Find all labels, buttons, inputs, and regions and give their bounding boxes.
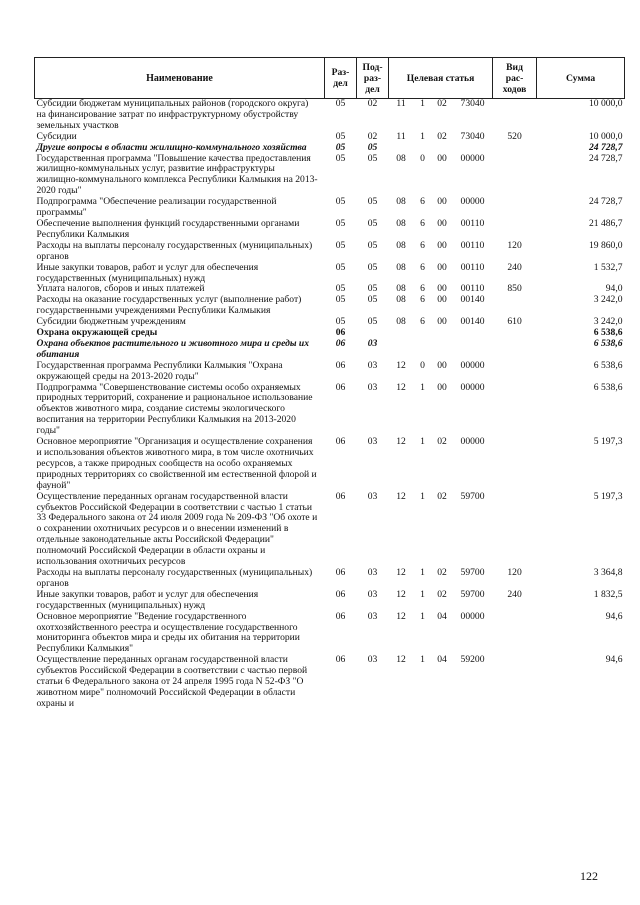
cell-name: Иные закупки товаров, работ и услуг для обеспечения государственных (муниципальных) нужд: [36, 261, 259, 284]
header-razdel-line: дел: [333, 78, 348, 89]
cell-target-direction: 73040: [460, 130, 485, 142]
cell-podrazdel: 03: [367, 337, 378, 349]
cell-target-subprogram: 6: [420, 196, 425, 208]
cell-target-direction: [453, 143, 493, 154]
table-body: [35, 99, 625, 710]
cell-target-direction: 00140: [460, 294, 485, 306]
cell-name: Осуществление переданных органам государственной власти субъектов Российской Федерации в соответствии с частью 1 статьи 33 Федерального закона от 24 июля 2009 года № 209-ФЗ "Об охоте и о сохранении охотничьих ресурсов и о внесении изменений в отдельные законодательные акты Российской Федерации" полномочий Российской Федерации в области охраны и использования охотничьих ресурсов: [36, 490, 318, 568]
header-podrazdel: [357, 58, 389, 99]
cell-sum: 6 538,6: [593, 359, 623, 371]
cell-razdel: 05: [335, 316, 346, 328]
cell-vid: [493, 437, 537, 492]
cell-target-subprogram: 1: [420, 130, 425, 142]
cell-target-direction: 00000: [460, 359, 485, 371]
cell-target-subprogram: 6: [420, 261, 425, 273]
cell-target-measure: 04: [437, 654, 447, 666]
cell-name: Расходы на выплаты персоналу государственных (муниципальных) органов: [36, 566, 313, 589]
cell-podrazdel: 05: [367, 261, 378, 273]
header-podrazdel-line: раз-: [363, 72, 382, 84]
cell-vid: [493, 361, 537, 383]
cell-target-direction: 00110: [460, 217, 485, 229]
cell-razdel: 06: [335, 436, 346, 448]
cell-name: Осуществление переданных органам государственной власти субъектов Российской Федерации в соответствии с частью первой статьи 6 Федерального закона от 24 апреля 1995 года N 52-ФЗ "О животном мире" полномочий Российской Федерации в области охраны и: [36, 654, 308, 709]
cell-podrazdel: 05: [367, 239, 378, 251]
table-row: [35, 383, 625, 438]
cell-sum: 3 242,0: [593, 294, 623, 306]
cell-target-program: 12: [396, 566, 406, 578]
cell-vid: 610: [507, 316, 522, 328]
cell-vid: [493, 339, 537, 361]
cell-target-program: 08: [396, 196, 406, 208]
cell-vid: [493, 99, 537, 132]
cell-vid: [493, 197, 537, 219]
cell-name: Иные закупки товаров, работ и услуг для обеспечения государственных (муниципальных) нужд: [36, 588, 259, 611]
cell-target-subprogram: [414, 328, 432, 339]
cell-target-measure: 00: [437, 316, 447, 328]
cell-vid: [493, 655, 537, 710]
cell-podrazdel: 03: [367, 359, 378, 371]
cell-sum: 5 197,3: [593, 436, 623, 448]
cell-name: Другие вопросы в области жилищно-коммунального хозяйства: [36, 141, 307, 153]
cell-target-program: 12: [396, 359, 406, 371]
cell-target-program: 12: [396, 610, 406, 622]
cell-razdel: 05: [335, 261, 346, 273]
cell-razdel: 06: [335, 610, 346, 622]
table-row: [35, 590, 625, 612]
header-podrazdel-line: Под-: [362, 61, 383, 73]
cell-podrazdel: 05: [367, 294, 378, 306]
cell-podrazdel: 03: [367, 588, 378, 600]
cell-vid: [493, 328, 537, 339]
cell-target-subprogram: 6: [420, 239, 425, 251]
cell-target-program: 08: [396, 283, 406, 295]
cell-sum: 5 197,3: [593, 490, 623, 502]
cell-target-program: 12: [396, 490, 406, 502]
cell-sum: 6 538,6: [593, 337, 623, 349]
cell-sum: 21 486,7: [588, 217, 623, 229]
cell-target-direction: 59700: [460, 490, 485, 502]
header-name: Наименование: [35, 58, 325, 99]
cell-target-direction: [453, 328, 493, 339]
table-row: [35, 295, 625, 317]
cell-target-measure: 00: [437, 359, 447, 371]
cell-name: Государственная программа "Повышение качества предоставления жилищно-коммунальных услуг, развитие инфраструктуры жилищно-коммунального комплекса Республики Калмыкия на 2013-2020 годы": [36, 152, 318, 197]
cell-target-subprogram: [414, 339, 432, 361]
cell-target-measure: 02: [437, 588, 447, 600]
cell-podrazdel: 05: [367, 141, 378, 153]
cell-target-program: [389, 328, 414, 339]
cell-target-measure: [432, 339, 453, 361]
cell-name: Субсидии: [36, 130, 77, 142]
table-row: [35, 612, 625, 656]
cell-name: Охрана объектов растительного и животного мира и среды их обитания: [36, 337, 310, 360]
cell-target-subprogram: 6: [420, 316, 425, 328]
cell-target-measure: 04: [437, 610, 447, 622]
cell-sum: 19 860,0: [588, 239, 623, 251]
cell-podrazdel: 03: [367, 381, 378, 393]
cell-target-program: 08: [396, 152, 406, 164]
cell-name: Государственная программа Республики Калмыкия "Охрана окружающей среды на 2013-2020 годы": [36, 359, 283, 382]
cell-vid: [493, 143, 537, 154]
cell-vid: [493, 383, 537, 438]
cell-target-subprogram: 1: [420, 566, 425, 578]
cell-target-program: 12: [396, 588, 406, 600]
table-row: [35, 99, 625, 132]
cell-target-program: 12: [396, 654, 406, 666]
cell-razdel: 06: [335, 359, 346, 371]
header-target: Целевая статья: [389, 58, 493, 99]
cell-name: Расходы на выплаты персоналу государственных (муниципальных) органов: [36, 239, 313, 262]
cell-target-measure: 02: [437, 436, 447, 448]
cell-razdel: 05: [335, 294, 346, 306]
cell-podrazdel: 05: [367, 316, 378, 328]
cell-sum: 3 364,8: [593, 566, 623, 578]
cell-razdel: 06: [335, 381, 346, 393]
table-row: [35, 339, 625, 361]
cell-razdel: 05: [335, 283, 346, 295]
cell-target-direction: 00140: [460, 316, 485, 328]
cell-target-measure: 00: [437, 294, 447, 306]
header-vid-line: рас-: [505, 72, 524, 84]
cell-sum: 24 728,7: [588, 196, 623, 208]
cell-target-direction: 73040: [460, 98, 485, 109]
page-number: 122: [580, 869, 598, 883]
cell-target-subprogram: 6: [420, 217, 425, 229]
header-razdel-line: Раз-: [331, 67, 350, 78]
cell-sum: 24 728,7: [588, 152, 623, 164]
table-row: [35, 492, 625, 568]
table-row: [35, 132, 625, 143]
cell-target-direction: 59700: [460, 566, 485, 578]
cell-razdel: 05: [335, 196, 346, 208]
header-vid: [493, 58, 537, 99]
cell-target-program: 11: [396, 98, 406, 109]
cell-sum: 24 728,7: [588, 141, 623, 153]
cell-target-subprogram: 1: [420, 588, 425, 600]
cell-name: Подпрограмма "Совершенствование системы особо охраняемых природных территорий, сохранение и рациональное использование объектов животного мира, создание системы экологического воспитания на территории Республики Калмыкия на 2013-2020 годы": [36, 381, 313, 437]
cell-target-subprogram: 6: [420, 294, 425, 306]
cell-podrazdel: 03: [367, 436, 378, 448]
cell-sum: 94,6: [605, 610, 623, 622]
table-header: [35, 58, 625, 99]
cell-podrazdel: 05: [367, 152, 378, 164]
cell-target-subprogram: [414, 143, 432, 154]
cell-sum: 6 538,6: [593, 381, 623, 393]
cell-target-program: 08: [396, 294, 406, 306]
cell-podrazdel: 05: [367, 217, 378, 229]
cell-target-subprogram: 1: [420, 436, 425, 448]
cell-target-direction: 00000: [460, 610, 485, 622]
cell-target-program: [389, 339, 414, 361]
cell-target-direction: 00000: [460, 152, 485, 164]
cell-target-direction: 00110: [460, 261, 485, 273]
cell-name: Основное мероприятие "Организация и осуществление сохранения и использования объектов животного мира, в том числе охотничьих ресурсов, а также природных сообществ на особо охраняемых природных территориях со свойственной им естественной флорой и фауной": [36, 436, 317, 491]
cell-sum: 94,6: [605, 654, 623, 666]
cell-podrazdel: 03: [367, 654, 378, 666]
cell-vid: 850: [507, 283, 522, 295]
table-row: [35, 361, 625, 383]
cell-sum: 1 532,7: [593, 261, 623, 273]
table-row: [35, 154, 625, 198]
cell-razdel: 05: [335, 217, 346, 229]
cell-vid: [493, 492, 537, 568]
cell-target-subprogram: 0: [420, 359, 425, 371]
table-row: [35, 437, 625, 492]
cell-target-direction: 00000: [460, 436, 485, 448]
cell-vid: 120: [507, 566, 522, 578]
cell-sum: 6 538,6: [593, 327, 623, 339]
cell-podrazdel: 03: [367, 610, 378, 622]
cell-vid: [493, 219, 537, 241]
cell-target-measure: [432, 143, 453, 154]
cell-target-measure: 00: [437, 196, 447, 208]
cell-razdel: 06: [335, 337, 346, 349]
cell-target-program: 08: [396, 261, 406, 273]
header-podrazdel-line: дел: [365, 83, 380, 95]
cell-target-program: 08: [396, 316, 406, 328]
cell-target-measure: 00: [437, 381, 447, 393]
cell-vid: [493, 612, 537, 656]
cell-target-measure: 02: [437, 98, 447, 109]
header-vid-line: ходов: [502, 83, 527, 95]
cell-razdel: 05: [335, 141, 346, 153]
cell-podrazdel: 02: [367, 130, 378, 142]
cell-target-program: 12: [396, 436, 406, 448]
cell-vid: 520: [507, 130, 522, 142]
cell-name: Расходы на оказание государственных услуг (выполнение работ) государственными учреждениями Республики Калмыкия: [36, 294, 302, 317]
cell-target-program: 12: [396, 381, 406, 393]
cell-target-subprogram: 0: [420, 152, 425, 164]
header-sum: Сумма: [537, 58, 625, 99]
cell-name: Уплата налогов, сборов и иных платежей: [36, 283, 205, 295]
table-row: [35, 197, 625, 219]
cell-razdel: 06: [335, 566, 346, 578]
cell-target-direction: 00000: [460, 381, 485, 393]
cell-target-measure: 00: [437, 283, 447, 295]
table-row: [35, 568, 625, 590]
cell-target-measure: 00: [437, 239, 447, 251]
cell-vid: [493, 154, 537, 198]
cell-razdel: 06: [335, 327, 346, 339]
cell-target-direction: [453, 339, 493, 361]
table-row: [35, 655, 625, 710]
cell-target-program: 08: [396, 217, 406, 229]
cell-razdel: 06: [335, 588, 346, 600]
cell-target-subprogram: 6: [420, 283, 425, 295]
cell-name: Субсидии бюджетам муниципальных районов (городского округа) на финансирование затрат по инфраструктурному обустройству земельных участков: [36, 98, 309, 131]
cell-target-measure: 02: [437, 566, 447, 578]
table-row: [35, 263, 625, 285]
cell-vid: 240: [507, 261, 522, 273]
table-row: [35, 219, 625, 241]
cell-sum: 3 242,0: [593, 316, 623, 328]
cell-name: Охрана окружающей среды: [36, 327, 158, 339]
cell-target-direction: 00110: [460, 283, 485, 295]
cell-vid: 120: [507, 239, 522, 251]
cell-podrazdel: 02: [367, 98, 378, 109]
cell-name: Обеспечение выполнения функций государственными органами Республики Калмыкия: [36, 217, 300, 240]
cell-podrazdel: 03: [367, 490, 378, 502]
cell-target-measure: 00: [437, 261, 447, 273]
cell-target-direction: 00000: [460, 196, 485, 208]
cell-vid: 240: [507, 588, 522, 600]
header-razdel: [325, 58, 357, 99]
cell-target-subprogram: 1: [420, 98, 425, 109]
cell-target-subprogram: 1: [420, 654, 425, 666]
cell-target-measure: 02: [437, 490, 447, 502]
table-row: [35, 241, 625, 263]
cell-vid: [493, 295, 537, 317]
cell-target-measure: [432, 328, 453, 339]
cell-sum: 10 000,0: [588, 130, 623, 142]
cell-podrazdel: 05: [367, 283, 378, 295]
cell-razdel: 05: [335, 130, 346, 142]
cell-target-program: [389, 143, 414, 154]
header-vid-line: Вид: [506, 61, 523, 73]
cell-target-direction: 59700: [460, 588, 485, 600]
cell-razdel: 05: [335, 239, 346, 251]
cell-target-program: 08: [396, 239, 406, 251]
cell-name: Подпрограмма "Обеспечение реализации государственной программы": [36, 196, 277, 219]
cell-target-measure: 00: [437, 217, 447, 229]
cell-podrazdel: 05: [367, 196, 378, 208]
cell-sum: 94,0: [605, 283, 623, 295]
cell-sum: 1 832,5: [593, 588, 623, 600]
cell-target-subprogram: 1: [420, 381, 425, 393]
cell-razdel: 06: [335, 654, 346, 666]
cell-razdel: 05: [335, 152, 346, 164]
cell-target-subprogram: 1: [420, 490, 425, 502]
cell-podrazdel: 03: [367, 566, 378, 578]
cell-name: Основное мероприятие "Ведение государственного охотхозяйственного реестра и осуществление государственного мониторинга объектов мира и среды их обитания на территории Республики Калмыкия": [36, 610, 300, 655]
cell-target-measure: 00: [437, 152, 447, 164]
cell-razdel: 05: [335, 98, 346, 109]
cell-target-subprogram: 1: [420, 610, 425, 622]
cell-target-direction: 59200: [460, 654, 485, 666]
cell-target-program: 11: [396, 130, 406, 142]
budget-table: [34, 57, 625, 710]
cell-sum: 10 000,0: [588, 98, 623, 109]
cell-target-measure: 02: [437, 130, 447, 142]
cell-target-direction: 00110: [460, 239, 485, 251]
table-row: [35, 143, 625, 154]
cell-razdel: 06: [335, 490, 346, 502]
cell-name: Субсидии бюджетным учреждениям: [36, 316, 186, 328]
